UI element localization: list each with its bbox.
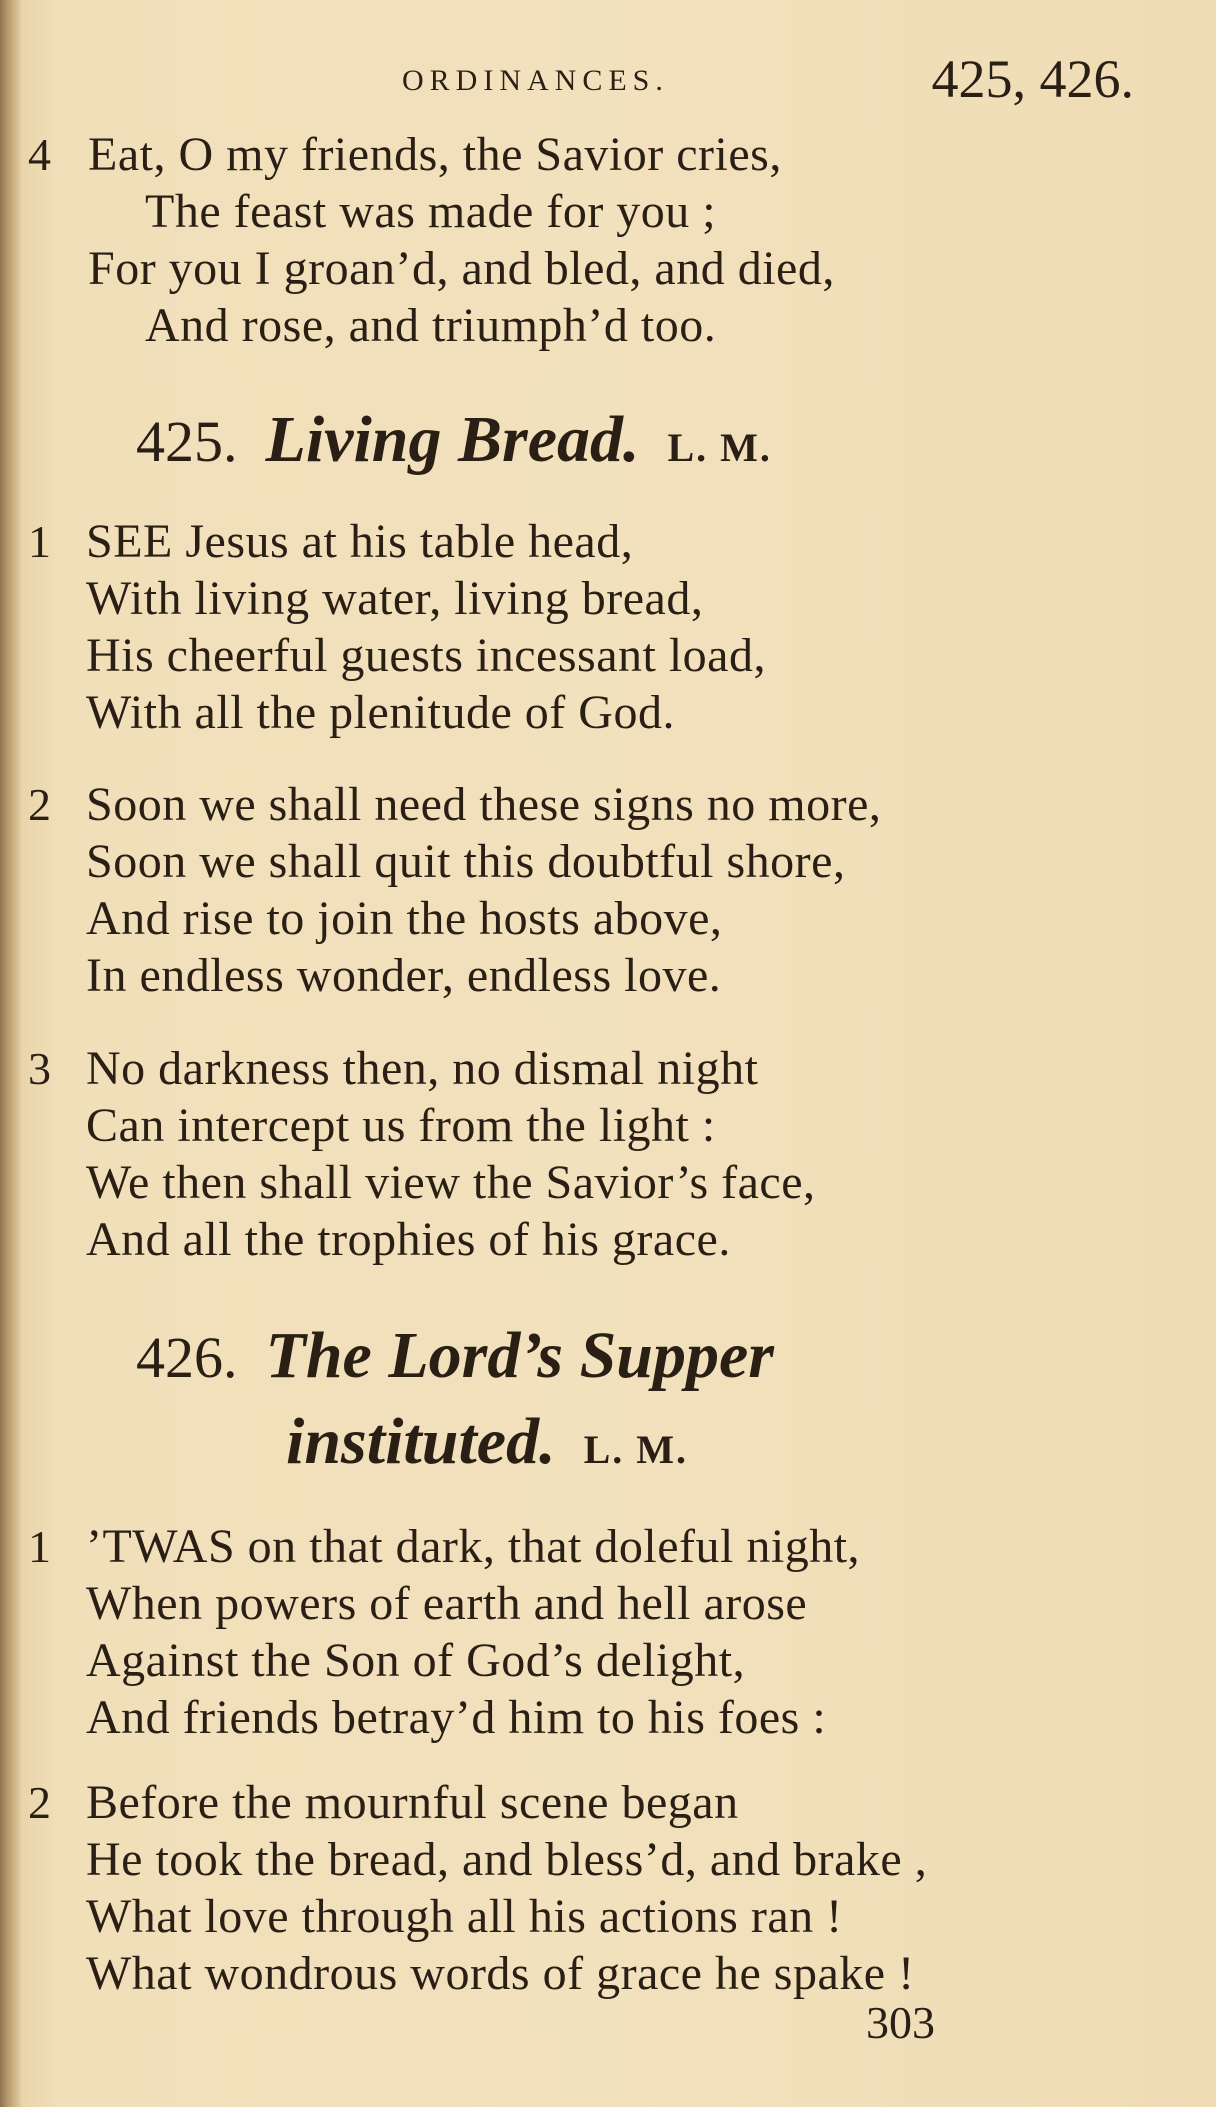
page-number: 303 (866, 1997, 935, 2048)
verse-line: Against the Son of God’s delight, (86, 1634, 746, 1687)
hymn-title: The Lord’s Supper (265, 1319, 774, 1392)
hymn-title-continued: instituted. (286, 1405, 556, 1478)
verse-line: SEE Jesus at his table head, (86, 515, 634, 568)
verse-number: 2 (28, 779, 51, 830)
running-header-hymn-numbers: 425, 426. (931, 49, 1134, 109)
verse-line: Before the mournful scene began (86, 1776, 739, 1829)
verse-line: With living water, living bread, (86, 572, 704, 625)
verse-line: And rose, and triumph’d too. (145, 299, 717, 352)
verse-line: In endless wonder, endless love. (86, 949, 722, 1002)
verse-line: His cheerful guests incessant load, (86, 629, 766, 682)
verse-line: And all the trophies of his grace. (86, 1213, 731, 1266)
verse-line: The feast was made for you ; (145, 185, 717, 238)
running-header-title: ORDINANCES. (402, 64, 669, 97)
hymn-title: Living Bread. (265, 403, 640, 476)
hymn-number: 425. (136, 409, 238, 474)
verse-line: Soon we shall quit this doubtful shore, (86, 835, 846, 888)
verse-number: 2 (28, 1777, 51, 1828)
verse-number: 1 (28, 516, 51, 567)
hymn-meter: L. M. (583, 1427, 689, 1472)
verse-line: Soon we shall need these signs no more, (86, 778, 882, 831)
verse-line: For you I groan’d, and bled, and died, (88, 242, 835, 295)
verse-line: With all the plenitude of God. (86, 686, 675, 739)
hymn-number: 426. (136, 1325, 238, 1390)
hymn-426-heading (136, 1318, 774, 1394)
verse-line: Eat, O my friends, the Savior cries, (88, 128, 782, 181)
verse-line: No darkness then, no dismal night (86, 1042, 759, 1095)
verse-line: What love through all his actions ran ! (86, 1890, 843, 1943)
verse-line: What wondrous words of grace he spake ! (86, 1947, 915, 2000)
verse-line: When powers of earth and hell arose (86, 1577, 808, 1630)
verse-number: 4 (28, 129, 51, 180)
verse-line: Can intercept us from the light : (86, 1099, 716, 1152)
verse-number: 1 (28, 1521, 51, 1572)
hymn-425-heading (136, 402, 772, 478)
hymn-meter: L. M. (667, 425, 772, 470)
verse-line: He took the bread, and bless’d, and brake , (86, 1833, 928, 1886)
hymn-426-heading-line2 (286, 1404, 688, 1480)
binding-gutter (0, 0, 22, 2107)
verse-line: ’TWAS on that dark, that doleful night, (86, 1520, 861, 1573)
verse-line: And friends betray’d him to his foes : (86, 1691, 827, 1744)
verse-line: And rise to join the hosts above, (86, 892, 723, 945)
verse-line: We then shall view the Savior’s face, (86, 1156, 816, 1209)
verse-number: 3 (28, 1043, 51, 1094)
